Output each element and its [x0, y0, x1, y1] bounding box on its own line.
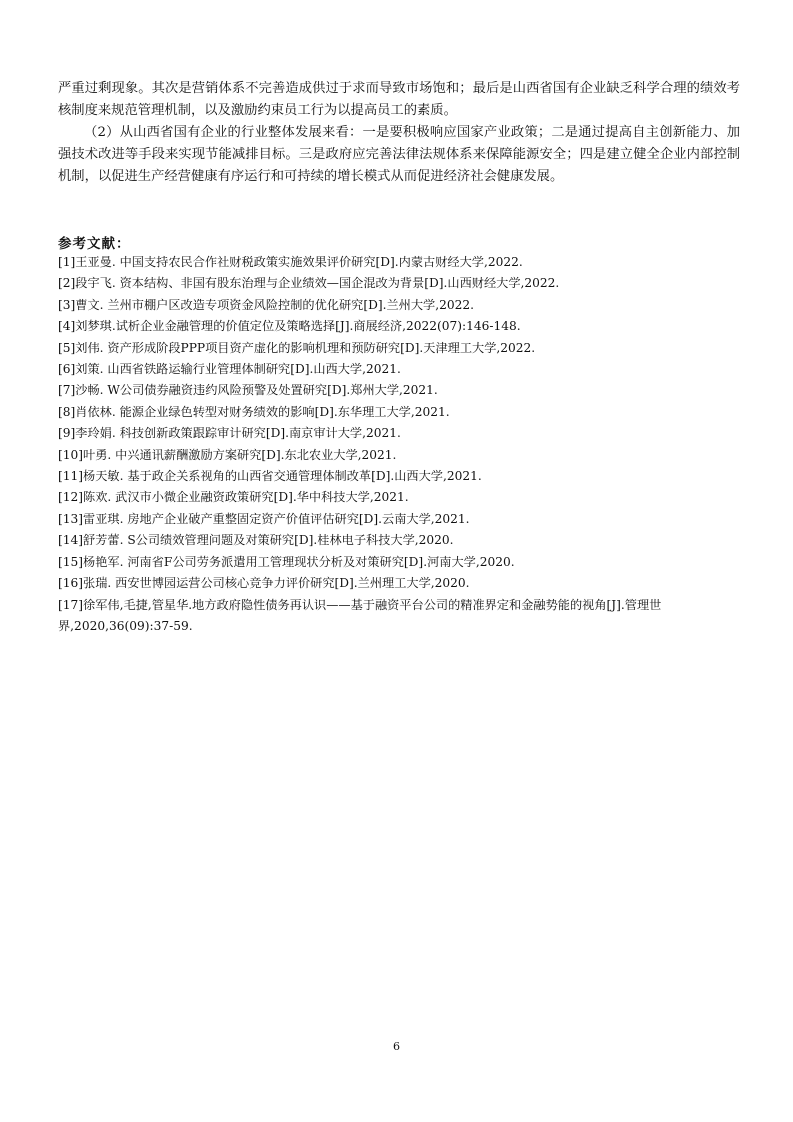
reference-item-15: [15]杨艳军. 河南省F公司劳务派遣用工管理现状分析及对策研究[D].河南大学,2020.	[58, 554, 515, 569]
body-paragraph-1: 严重过剩现象。其次是营销体系不完善造成供过于求而导致市场饱和；最后是山西省国有企业缺乏科学合理的绩效考核制度来规范管理机制，以及激励约束员工行为以提高员工的素质。	[58, 81, 740, 118]
reference-item-11: [11]杨天敏. 基于政企关系视角的山西省交通管理体制改革[D].山西大学,2021.	[58, 469, 482, 484]
reference-item-17: [17]徐军伟,毛捷,管星华.地方政府隐性债务再认识——基于融资平台公司的精准界定和金融势能的视角[J].管理世界,2020,36(09):37-59.	[58, 597, 662, 633]
reference-item-6: [6]刘策. 山西省铁路运输行业管理体制研究[D].山西大学,2021.	[58, 362, 401, 377]
reference-item-4: [4]刘梦琪.试析企业金融管理的价值定位及策略选择[J].商展经济,2022(07):146-148.	[58, 319, 521, 334]
reference-item-1: [1]王亚曼. 中国支持农民合作社财税政策实施效果评价研究[D].内蒙古财经大学,2022.	[58, 255, 523, 269]
reference-item-10: [10]叶勇. 中兴通讯薪酬激励方案研究[D].东北农业大学,2021.	[58, 447, 397, 462]
reference-item-7: [7]沙畅. W公司债券融资违约风险预警及处置研究[D].郑州大学,2021.	[58, 383, 438, 398]
reference-item-16: [16]张瑞. 西安世博园运营公司核心竞争力评价研究[D].兰州理工大学,2020.	[58, 576, 470, 591]
reference-item-12: [12]陈欢. 武汉市小微企业融资政策研究[D].华中科技大学,2021.	[58, 490, 409, 505]
reference-item-13: [13]雷亚琪. 房地产企业破产重整固定资产价值评估研究[D].云南大学,2021.	[58, 511, 470, 526]
reference-item-14: [14]舒芳蕾. S公司绩效管理问题及对策研究[D].桂林电子科技大学,2020.	[58, 533, 454, 548]
page-number: 6	[393, 1040, 400, 1053]
reference-item-9: [9]李玲娟. 科技创新政策跟踪审计研究[D].南京审计大学,2021.	[58, 426, 401, 441]
reference-item-8: [8]肖依林. 能源企业绿色转型对财务绩效的影响[D].东华理工大学,2021.	[58, 404, 450, 419]
references-heading: 参考文献：	[58, 236, 131, 252]
reference-list	[58, 252, 740, 637]
reference-item-5: [5]刘伟. 资产形成阶段PPP项目资产虚化的影响机理和预防研究[D].天津理工大学,2022.	[58, 340, 536, 355]
body-paragraph-2: （2）从山西省国有企业的行业整体发展来看：一是要积极响应国家产业政策；二是通过提高自主创新能力、加强技术改进等手段来实现节能减排目标。三是政府应完善法律法规体系来保障能源安全；四是建立健全企业内部控制机制，以促进生产经营健康有序运行和可持续的增长模式从而促进经济社会健康发展。	[58, 125, 740, 184]
body-text	[58, 78, 740, 188]
reference-item-3: [3]曹文. 兰州市棚户区改造专项资金风险控制的优化研究[D].兰州大学,2022.	[58, 297, 474, 312]
reference-item-2: [2]段宇飞. 资本结构、非国有股东治理与企业绩效—国企混改为背景[D].山西财经大学,2022.	[58, 276, 560, 291]
